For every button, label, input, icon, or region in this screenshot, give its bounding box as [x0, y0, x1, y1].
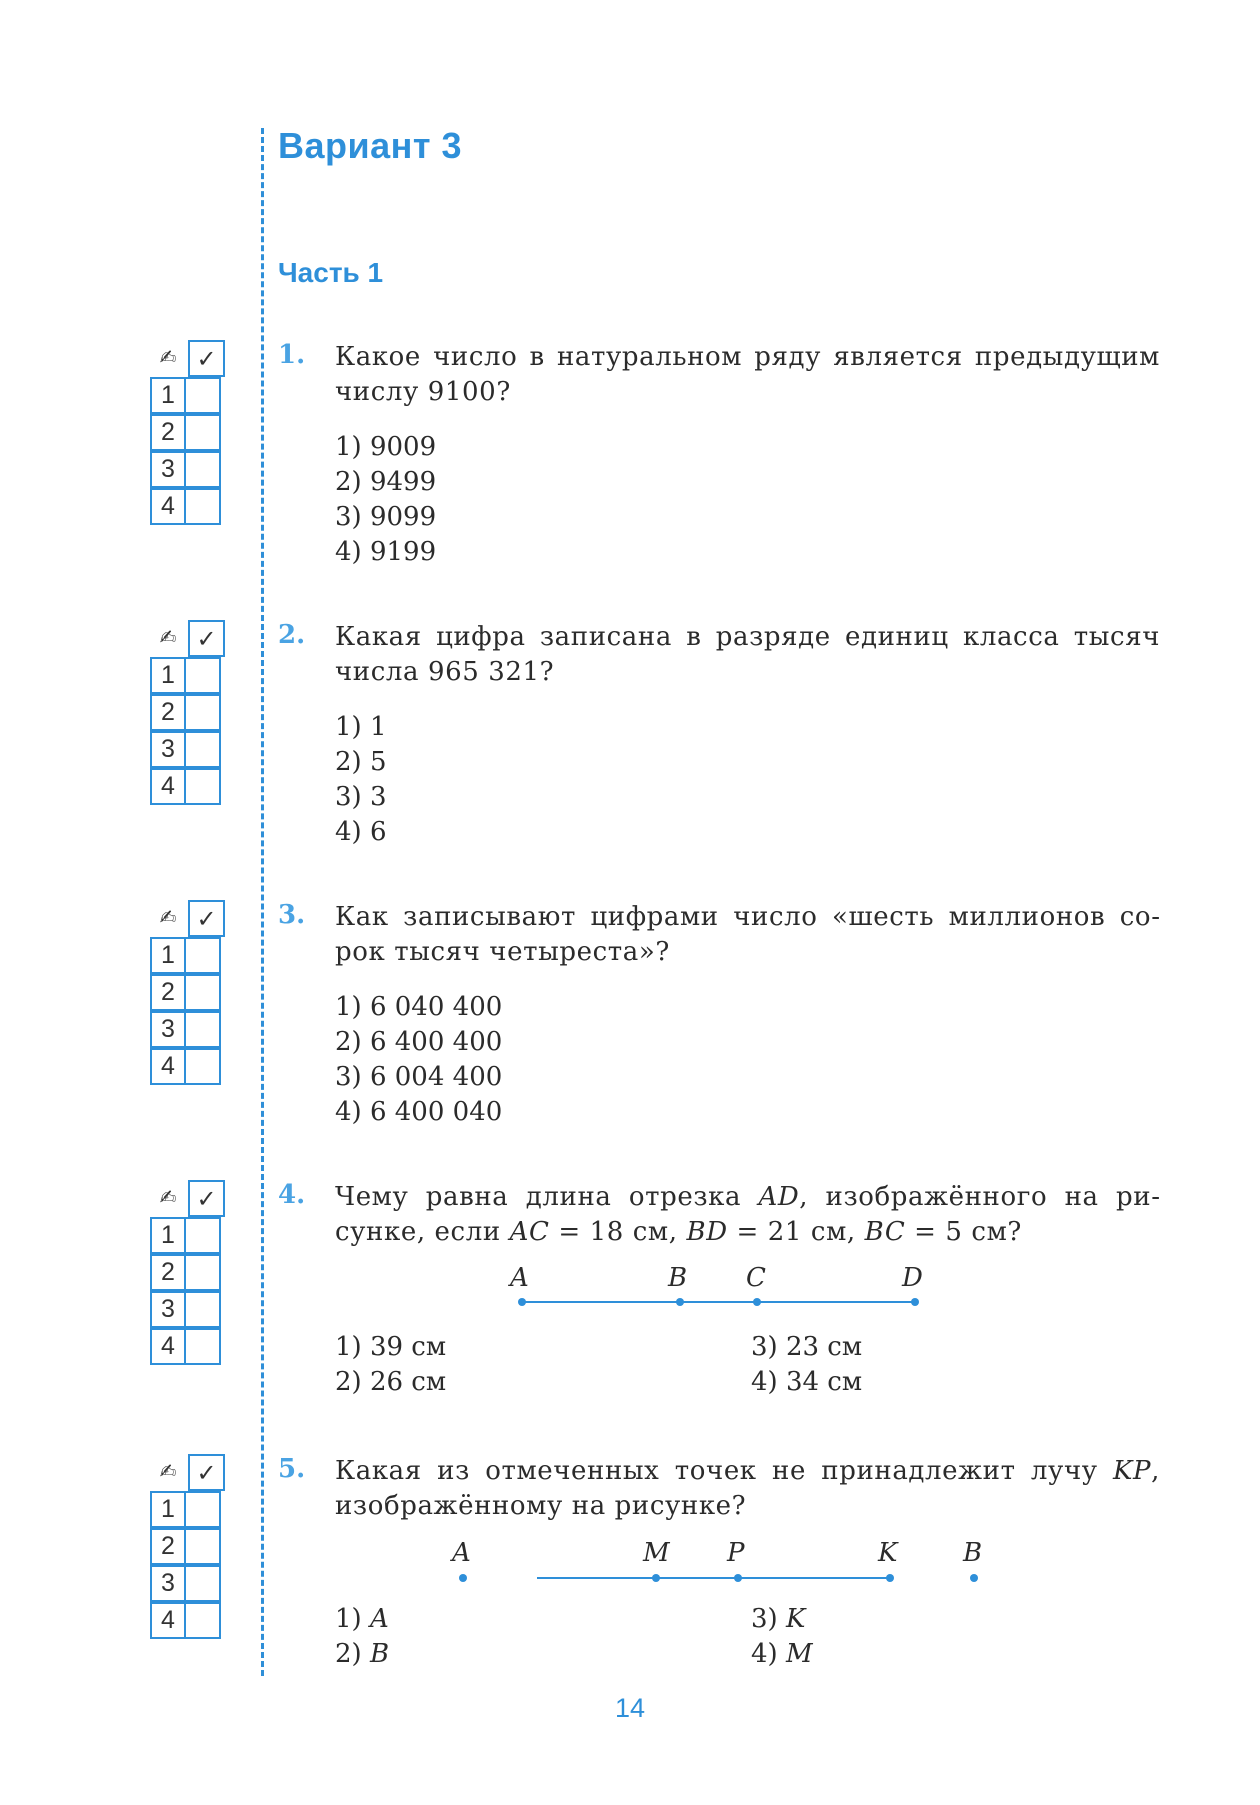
question-number: 4.: [278, 1180, 306, 1210]
point-p: [734, 1574, 742, 1582]
answer-box-1[interactable]: [186, 937, 221, 974]
answer-label: 2: [150, 1528, 186, 1565]
answer-box-3[interactable]: [186, 1011, 221, 1048]
option-2: 2) 6 400 400: [335, 1027, 503, 1057]
option-3: 3) 6 004 400: [335, 1062, 503, 1092]
check-icon: ✓: [188, 340, 225, 377]
point-a: [459, 1574, 467, 1582]
answer-label: 1: [150, 377, 186, 414]
pen-icon: ✍: [159, 345, 177, 369]
options-list: [335, 990, 502, 1130]
question-number: 5.: [278, 1454, 306, 1484]
option-4: 4) 9199: [335, 537, 437, 567]
answer-box-2[interactable]: [186, 974, 221, 1011]
option-1: 1) 1: [335, 712, 387, 742]
answer-label: 4: [150, 1328, 186, 1365]
page-number: 14: [614, 1693, 646, 1723]
point-b: [970, 1574, 978, 1582]
answer-label: 2: [150, 414, 186, 451]
part-heading: Часть 1: [278, 257, 384, 288]
options-list-left: [335, 1602, 389, 1672]
answer-label: 4: [150, 488, 186, 525]
label-d: D: [902, 1263, 923, 1293]
check-icon: ✓: [188, 1180, 225, 1217]
cut-line: [261, 128, 264, 1676]
answer-label: 3: [150, 731, 186, 768]
option-3: 3) 23 см: [751, 1332, 863, 1362]
answer-box-3[interactable]: [186, 731, 221, 768]
label-c: C: [746, 1263, 766, 1293]
answer-box-4[interactable]: [186, 1602, 221, 1639]
pen-icon: ✍: [159, 625, 177, 649]
question-text: Какое число в натуральном ряду является предыдущим числу 9100?: [335, 342, 1160, 407]
option-2: 2) 9499: [335, 467, 437, 497]
point-c: [753, 1298, 761, 1306]
answer-label: 2: [150, 1254, 186, 1291]
question-number: 3.: [278, 900, 306, 930]
answer-box-4[interactable]: [186, 1048, 221, 1085]
answer-box-2[interactable]: [186, 414, 221, 451]
answer-label: 2: [150, 694, 186, 731]
option-1: 1) 6 040 400: [335, 992, 503, 1022]
options-list-left: [335, 1330, 446, 1400]
page-title: Вариант 3: [278, 125, 463, 166]
pen-icon: ✍: [159, 1459, 177, 1483]
point-b: [676, 1298, 684, 1306]
question-text: Какая из отмеченных точек не принадлежит лучу KP, изображённому на рисунке?: [335, 1456, 1160, 1521]
option-1: 1) A: [335, 1604, 389, 1634]
option-4: 4) 6: [335, 817, 387, 847]
answer-box-4[interactable]: [186, 488, 221, 525]
question-text: Как записывают цифрами число «шесть миллионов сорок тысяч четыреста»?: [335, 902, 1160, 967]
label-p: P: [727, 1538, 745, 1568]
options-list-right: [751, 1602, 813, 1672]
option-2: 2) B: [335, 1639, 390, 1669]
point-a: [518, 1298, 526, 1306]
options-list-right: [751, 1330, 862, 1400]
answer-box-4[interactable]: [186, 768, 221, 805]
answer-grid: [150, 900, 225, 1085]
answer-label: 1: [150, 657, 186, 694]
answer-label: 4: [150, 768, 186, 805]
answer-box-1[interactable]: [186, 377, 221, 414]
answer-label: 3: [150, 1565, 186, 1602]
label-m: M: [643, 1538, 670, 1568]
answer-box-1[interactable]: [186, 657, 221, 694]
option-4: 4) 34 см: [751, 1367, 863, 1397]
answer-label: 1: [150, 1217, 186, 1254]
segment-figure: [0, 1180, 1260, 1340]
option-3: 3) 3: [335, 782, 387, 812]
answer-box-2[interactable]: [186, 694, 221, 731]
option-1: 1) 9009: [335, 432, 437, 462]
answer-grid: [150, 620, 225, 805]
pen-icon: ✍: [159, 1185, 177, 1209]
question-number: 2.: [278, 620, 306, 650]
answer-label: 4: [150, 1602, 186, 1639]
option-4: 4) 6 400 040: [335, 1097, 503, 1127]
label-b: B: [668, 1263, 688, 1293]
options-list: [335, 710, 387, 850]
options-list: [335, 430, 436, 570]
check-icon: ✓: [188, 1454, 225, 1491]
answer-label: 1: [150, 937, 186, 974]
option-4: 4) M: [751, 1639, 813, 1669]
answer-label: 2: [150, 974, 186, 1011]
question-number: 1.: [278, 340, 306, 370]
label-b: B: [963, 1538, 983, 1568]
pen-icon: ✍: [159, 905, 177, 929]
label-k: K: [878, 1538, 898, 1568]
check-icon: ✓: [188, 620, 225, 657]
label-a: A: [452, 1538, 471, 1568]
option-3: 3) K: [751, 1604, 806, 1634]
point-m: [652, 1574, 660, 1582]
point-k: [886, 1574, 894, 1582]
option-3: 3) 9099: [335, 502, 437, 532]
answer-label: 1: [150, 1491, 186, 1528]
answer-label: 3: [150, 451, 186, 488]
question-text: Какая цифра записана в разряде единиц класса тысяч числа 965 321?: [335, 622, 1160, 687]
answer-label: 4: [150, 1048, 186, 1085]
option-2: 2) 26 см: [335, 1367, 447, 1397]
point-d: [911, 1298, 919, 1306]
answer-box-3[interactable]: [186, 451, 221, 488]
option-2: 2) 5: [335, 747, 387, 777]
label-a: A: [510, 1263, 529, 1293]
answer-grid: [150, 340, 225, 525]
ray-figure: [0, 1454, 1260, 1604]
option-1: 1) 39 см: [335, 1332, 447, 1362]
answer-label: 3: [150, 1291, 186, 1328]
question-text: Чему равна длина отрезка AD, изображённого на рисунке, если AC = 18 см, BD = 21 см, BC = 5 см?: [335, 1182, 1160, 1247]
answer-label: 3: [150, 1011, 186, 1048]
check-icon: ✓: [188, 900, 225, 937]
